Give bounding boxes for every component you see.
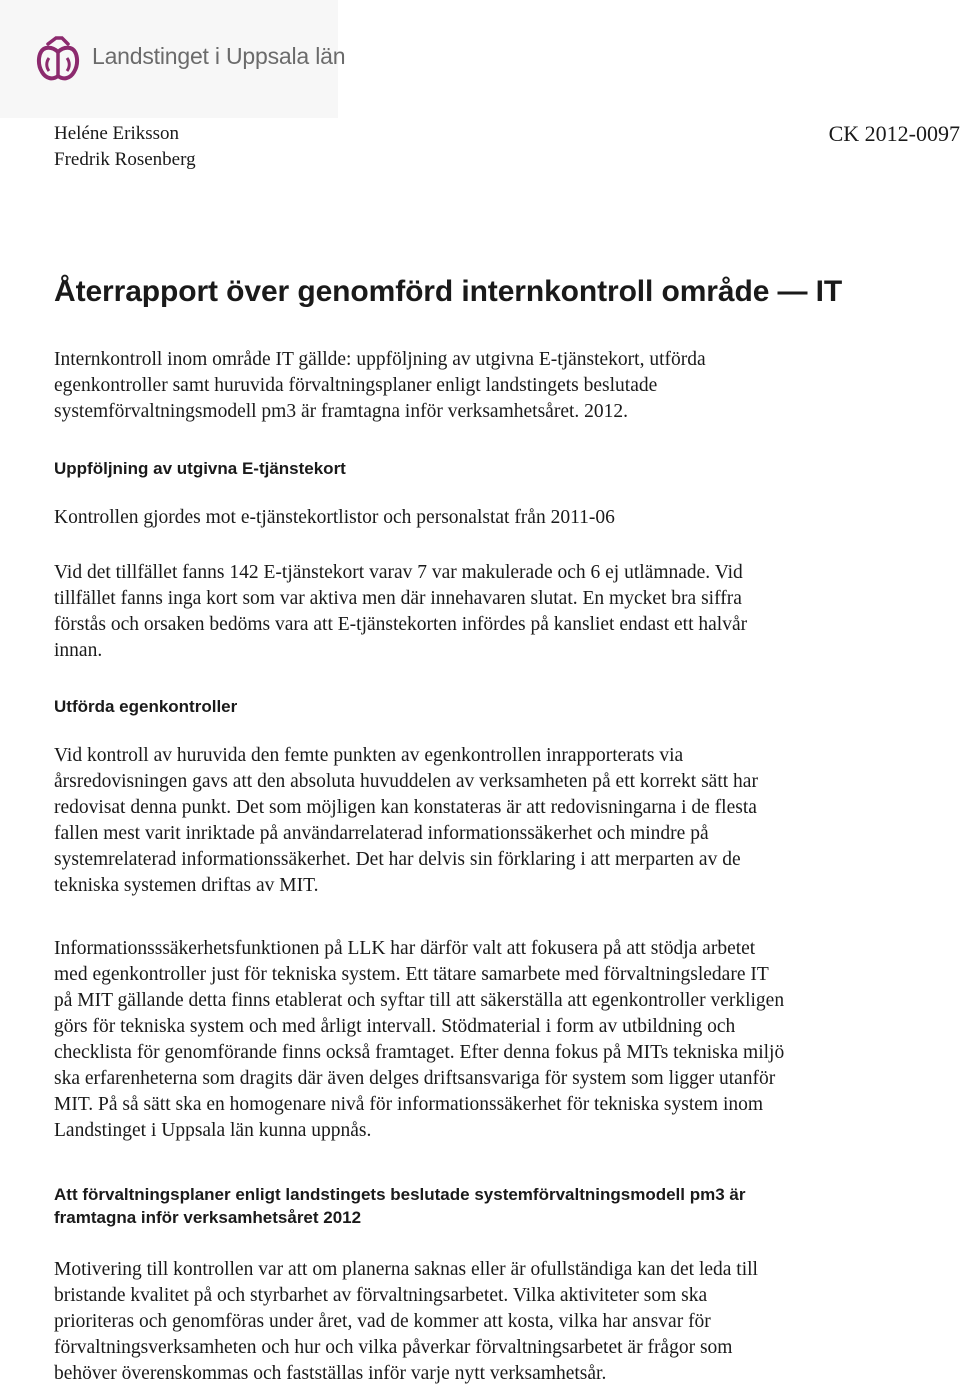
text-line: checklista för genomförande finns också framtaget. Efter denna fokus på MITs tekniska miljö xyxy=(54,1042,785,1063)
text-line: med egenkontroller just för tekniska system. Ett tätare samarbete med förvaltningsledare IT xyxy=(54,964,769,985)
text-line: Kontrollen gjordes mot e-tjänstekortlistor och personalstat från 2011-06 xyxy=(54,507,615,528)
text-line: systemrelaterad informationssäkerhet. Det har delvis sin förklaring i att merparten av de xyxy=(54,849,741,870)
text-line: Vid det tillfället fanns 142 E-tjänstekort varav 7 var makulerade och 6 ej utlämnade. Vid xyxy=(54,562,743,583)
section-heading xyxy=(54,695,934,718)
logo-area xyxy=(0,0,346,118)
text-line: Motivering till kontrollen var att om planerna saknas eller är ofullständiga kan det leda till xyxy=(54,1259,758,1280)
author-name: Fredrik Rosenberg xyxy=(54,149,196,170)
text-line: årsredovisningen gavs att den absoluta huvuddelen av verksamheten på ett korrekt sätt har xyxy=(54,771,758,792)
text-line: egenkontroller samt huruvida förvaltningsplaner enligt landstingets beslutade xyxy=(54,375,658,396)
text-line: ska erfarenheterna som dragits där även delges driftsansvariga för system som ligger utanför xyxy=(54,1068,776,1089)
landstinget-logo-icon xyxy=(36,36,82,82)
text-line: redovisat denna punkt. Det som möjligen kan konstateras är att redovisningarna i de flesta xyxy=(54,797,757,818)
section-heading xyxy=(54,457,934,480)
text-line: tillfället fanns inga kort som var aktiva men där innehavaren slutat. En mycket bra siffra xyxy=(54,588,742,609)
text-line: fallen mest varit inriktade på användarrelaterad informationssäkerhet och mindre på xyxy=(54,823,709,844)
text-line: Informationsssäkerhetsfunktionen på LLK har därför valt att fokusera på att stödja arbetet xyxy=(54,938,756,959)
section-paragraph xyxy=(54,1257,958,1387)
section-paragraph xyxy=(54,560,958,664)
text-line: Internkontroll inom område IT gällde: uppföljning av utgivna E-tjänstekort, utförda xyxy=(54,349,706,370)
heading-line: Uppföljning av utgivna E-tjänstekort xyxy=(54,459,346,478)
text-line: prioriteras och genomföras under året, vad de kommer att kosta, vilka har ansvar för xyxy=(54,1311,711,1332)
text-line: på MIT gällande detta finns etablerat och syftar till att säkerställa att egenkontroller verkligen xyxy=(54,990,785,1011)
text-line: Landstinget i Uppsala län kunna uppnås. xyxy=(54,1120,372,1141)
text-line: förstås och orsaken bedöms vara att E-tjänstekorten infördes på kansliet endast ett halvår xyxy=(54,614,748,635)
section-paragraph xyxy=(54,505,958,531)
document-reference: CK 2012-0097 xyxy=(828,121,960,146)
text-line: förvaltningsverksamheten och hur och vilka påverkar förvaltningsarbetet är frågor som xyxy=(54,1337,733,1358)
section-paragraph xyxy=(54,743,958,899)
section-paragraph xyxy=(54,936,958,1144)
text-line: behöver överenskommas och fastställas inför varje nytt verksamhetsår. xyxy=(54,1363,607,1384)
heading-line: framtagna inför verksamhetsåret 2012 xyxy=(54,1208,362,1227)
text-line: görs för tekniska system och med årligt intervall. Stödmaterial i form av utbildning och xyxy=(54,1016,736,1037)
text-line: Vid kontroll av huruvida den femte punkten av egenkontrollen inrapporterats via xyxy=(54,745,684,766)
heading-line: Att förvaltningsplaner enligt landstingets beslutade systemförvaltningsmodell pm3 är xyxy=(54,1185,746,1204)
text-line: MIT. På så sätt ska en homogenare nivå för informationssäkerhet för tekniska system inom xyxy=(54,1094,764,1115)
author-name: Heléne Eriksson xyxy=(54,123,180,144)
document-title: Återrapport över genomförd internkontroll område — IT xyxy=(54,275,843,308)
text-line: systemförvaltningsmodell pm3 är framtagna inför verksamhetsåret. 2012. xyxy=(54,401,629,422)
section-heading xyxy=(54,1183,934,1229)
heading-line: Utförda egenkontroller xyxy=(54,697,238,716)
text-line: innan. xyxy=(54,640,103,661)
logo-org-name: Landstinget i Uppsala län xyxy=(92,43,346,69)
text-line: bristande kvalitet på och styrbarhet av förvaltningsarbetet. Vilka aktiviteter som ska xyxy=(54,1285,708,1306)
intro-paragraph xyxy=(54,347,958,425)
text-line: tekniska systemen driftas av MIT. xyxy=(54,875,319,896)
